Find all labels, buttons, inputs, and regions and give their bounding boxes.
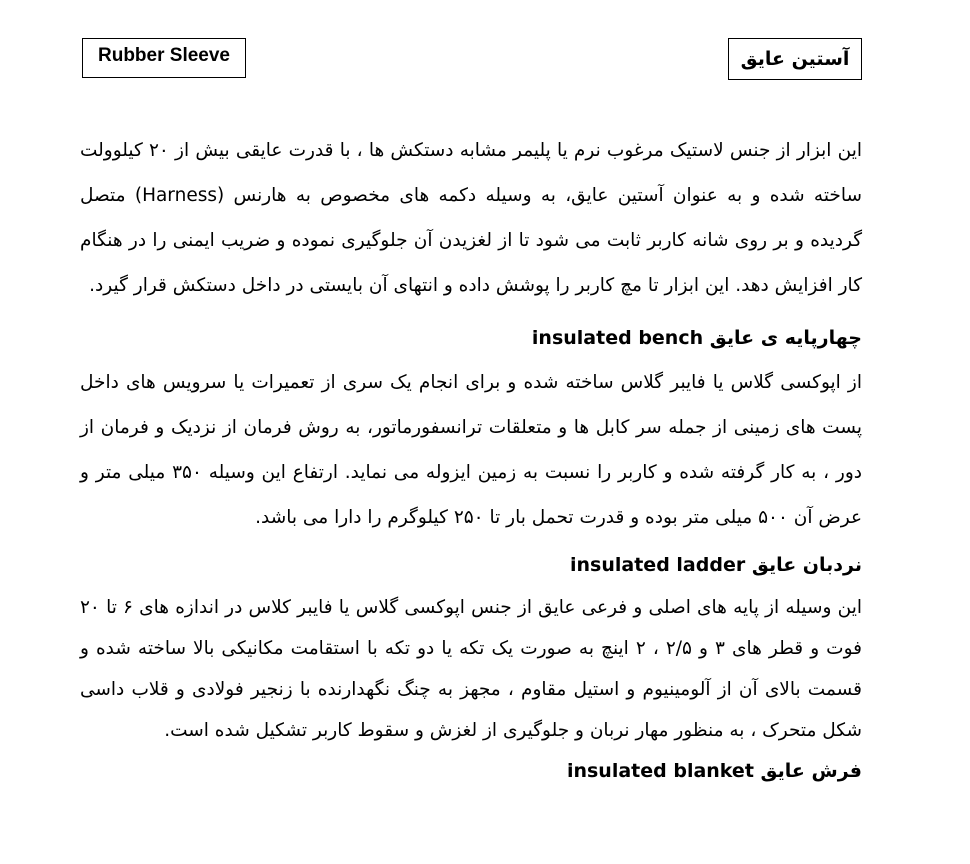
rubber-sleeve-english-title-box: Rubber Sleeve bbox=[82, 38, 246, 78]
document-body bbox=[80, 128, 862, 793]
rubber-sleeve-paragraph: این ابزار از جنس لاستیک مرغوب نرم یا پلیمر مشابه دستکش ها ، با قدرت عایقی بیش از ۲۰ کیلوولت ساخته شده و به عنوان آستین عایق، به وسیله دکمه های مخصوص به هارنس (Harness) متصل گردیده و بر روی شانه کاربر ثابت می شود تا از لغزیدن آن جلوگیری نموده و ضریب ایمنی را در هنگام کار افزایش دهد. این ابزار تا مچ کاربر را پوشش داده و انتهای آن بایستی در داخل دستکش قرار گیرد. bbox=[80, 140, 862, 296]
insulated-ladder-paragraph: این وسیله از پایه های اصلی و فرعی عایق از جنس اپوکسی گلاس یا فایبر کلاس در اندازه های ۶ تا ۲۰ فوت و قطر های ۳ و ۲/۵ ، ۲ اینچ به صورت یک تکه یا دو تکه با استقامت مکانیکی بالا ساخته شده و قسمت بالای آن از آلومینیوم و استیل مقاوم ، مجهز به چنگ نگهدارنده با زنجیر فولادی و قلاب داسی شکل متحرک ، به منظور مهار نربان و جلوگیری از لغزش و سقوط کاربر تشکیل شده است. bbox=[80, 597, 863, 741]
insulated-bench-paragraph: از اپوکسی گلاس یا فایبر گلاس ساخته شده و برای انجام یک سری از تعمیرات یا سرویس های داخل پست های زمینی از جمله سر کابل ها و متعلقات ترانسفورماتور، به روش فرمان از نزدیک و فرمان از دور ، به کار گرفته شده و کاربر را نسبت به زمین ایزوله می نماید. ارتفاع این وسیله ۳۵۰ میلی متر و عرض آن ۵۰۰ میلی متر بوده و قدرت تحمل بار تا ۲۵۰ کیلوگرم را دارا می باشد. bbox=[80, 372, 862, 528]
insulated-bench-heading: چهارپایه ی عایق insulated bench bbox=[531, 327, 862, 349]
insulated-ladder-heading: نردبان عایق insulated ladder bbox=[570, 554, 862, 576]
insulated-blanket-heading: فرش عایق insulated blanket bbox=[566, 760, 862, 782]
rubber-sleeve-persian-title-box: آستین عایق bbox=[728, 38, 862, 80]
